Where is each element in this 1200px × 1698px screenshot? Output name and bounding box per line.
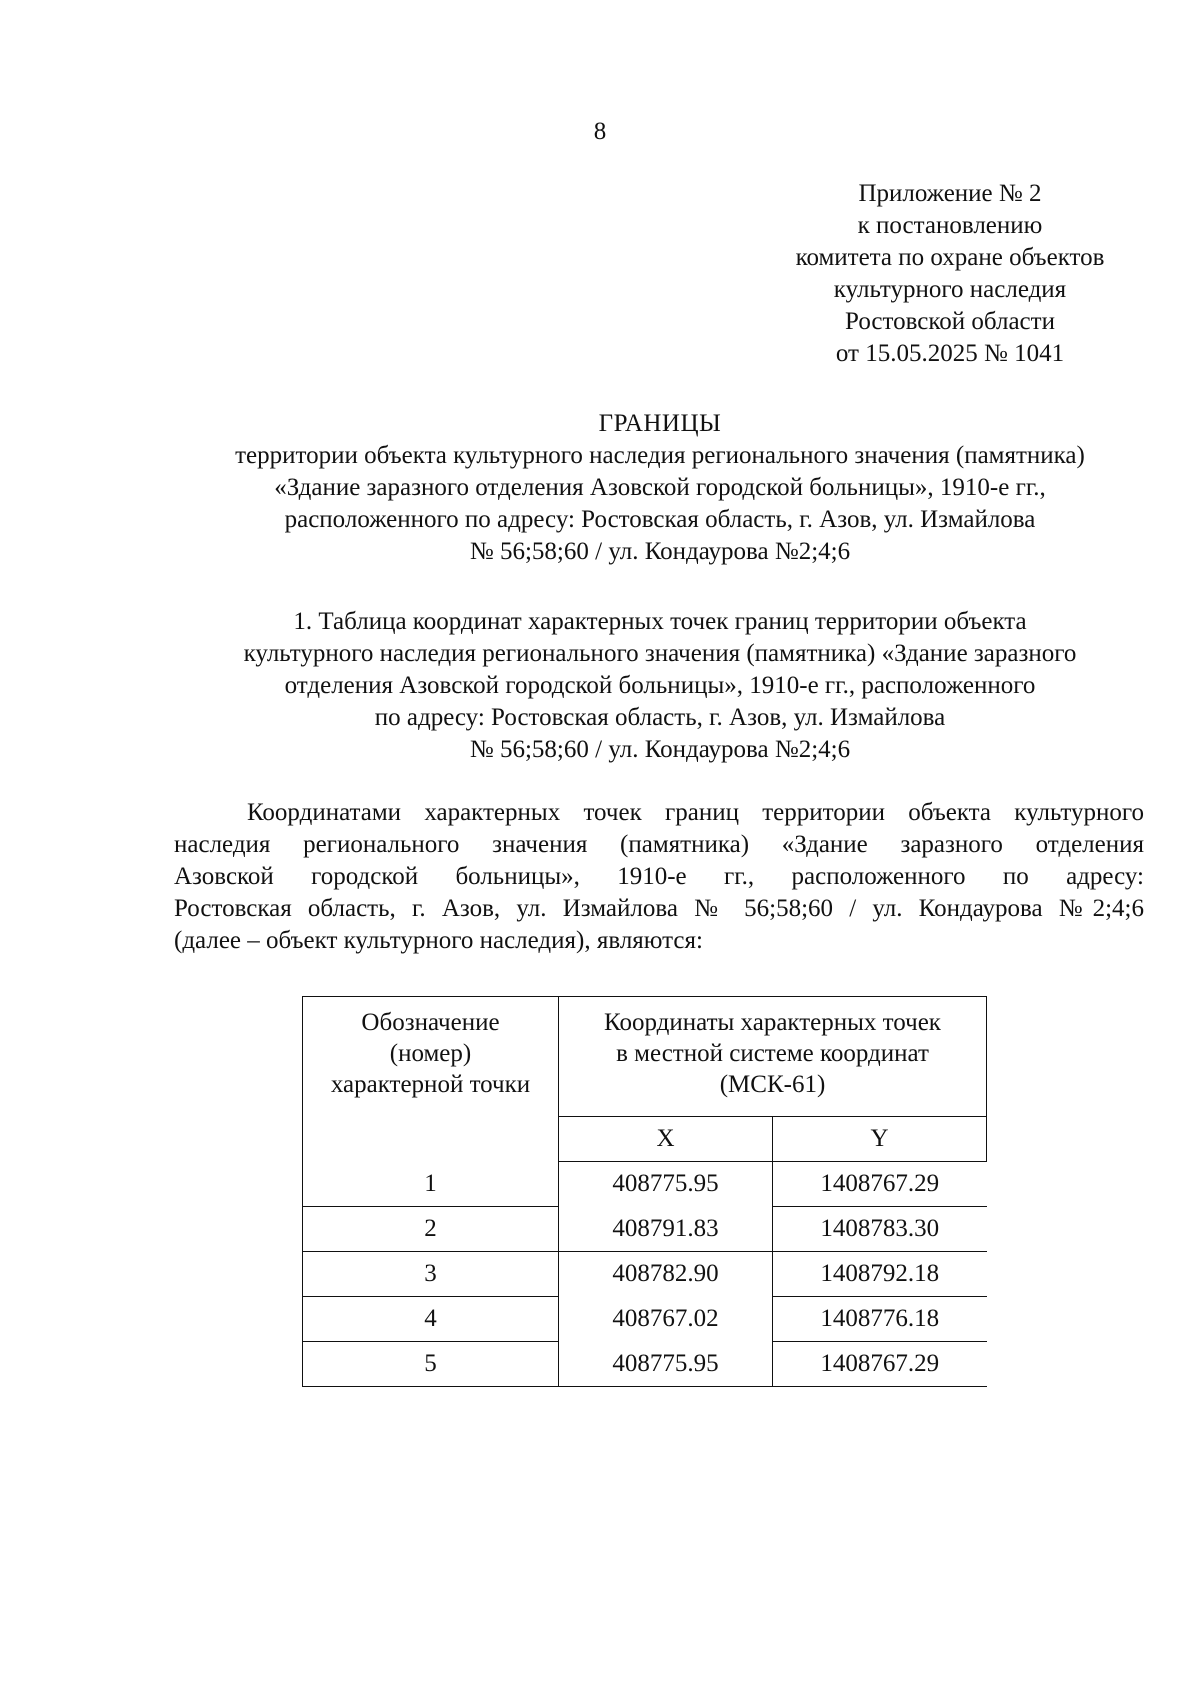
appendix-block [730,178,1170,370]
section-line: отделения Азовской городской больницы», 1910-е гг., расположенного [284,672,1036,699]
heading-line: расположенного по адресу: Ростовская область, г. Азов, ул. Измайлова [284,506,1036,533]
cell-x: 408775.95 [559,1341,773,1386]
cell-point: 2 [303,1206,559,1251]
cell-point: 3 [303,1251,559,1296]
header-point-line: характерной точки [330,1071,531,1098]
cell-x: 408775.95 [559,1161,773,1206]
appendix-line: Ростовской области [845,308,1055,335]
heading-line: территории объекта культурного наследия регионального значения (памятника) [235,442,1085,469]
table-row [303,1296,987,1341]
section-line: культурного наследия регионального значения (памятника) «Здание заразного [243,640,1077,667]
appendix-line: культурного наследия [833,276,1067,303]
appendix-line: Приложение № 2 [858,180,1042,207]
paragraph-line: Ростовская область, г. Азов, ул. Измайлова № 56;58;60 / ул. Кондаурова №2;4;6 [174,895,1144,922]
table-row [303,1206,987,1251]
cell-y: 1408776.18 [773,1296,987,1341]
page-number: 8 [593,118,607,145]
coordinates-table [302,996,987,1387]
table-row [303,1161,987,1206]
header-coords-line: (МСК-61) [719,1071,826,1098]
header-coords-line: Координаты характерных точек [604,1009,941,1036]
header-point-line: (номер) [389,1040,472,1067]
cell-x: 408767.02 [559,1296,773,1341]
header-point-designation [303,997,559,1162]
document-title: ГРАНИЦЫ [598,410,722,437]
paragraph-line: Координатами характерных точек границ территории объекта культурного [247,799,1144,826]
header-coordinates [559,997,987,1117]
section-line: № 56;58;60 / ул. Кондаурова №2;4;6 [469,736,851,763]
heading-line: № 56;58;60 / ул. Кондаурова №2;4;6 [469,538,851,565]
appendix-line: комитета по охране объектов [795,244,1105,271]
header-x: X [559,1117,773,1161]
cell-y: 1408767.29 [773,1161,987,1206]
section-line: 1. Таблица координат характерных точек границ территории объекта [293,608,1027,635]
paragraph-line: Азовской городской больницы», 1910-е гг., расположенного по адресу: [174,863,1144,890]
cell-y: 1408783.30 [773,1206,987,1251]
document-heading [120,408,1200,568]
body-paragraph [174,797,1144,957]
cell-point: 4 [303,1296,559,1341]
cell-y: 1408792.18 [773,1251,987,1296]
cell-y: 1408767.29 [773,1341,987,1386]
section-heading [120,606,1200,766]
header-y: Y [773,1117,987,1161]
paragraph-line: наследия регионального значения (памятника) «Здание заразного отделения [174,831,1144,858]
cell-x: 408782.90 [559,1251,773,1296]
cell-point: 1 [303,1161,559,1206]
header-point-line: Обозначение [361,1009,500,1036]
table-row [303,1251,987,1296]
header-coords-line: в местной системе координат [616,1040,929,1067]
appendix-line: к постановлению [857,212,1043,239]
heading-line: «Здание заразного отделения Азовской городской больницы», 1910-е гг., [274,474,1046,501]
cell-point: 5 [303,1341,559,1386]
cell-x: 408791.83 [559,1206,773,1251]
paragraph-line: (далее – объект культурного наследия), являются: [174,927,703,954]
section-line: по адресу: Ростовская область, г. Азов, ул. Измайлова [374,704,946,731]
table-row [303,1341,987,1386]
appendix-line: от 15.05.2025 № 1041 [835,340,1065,367]
